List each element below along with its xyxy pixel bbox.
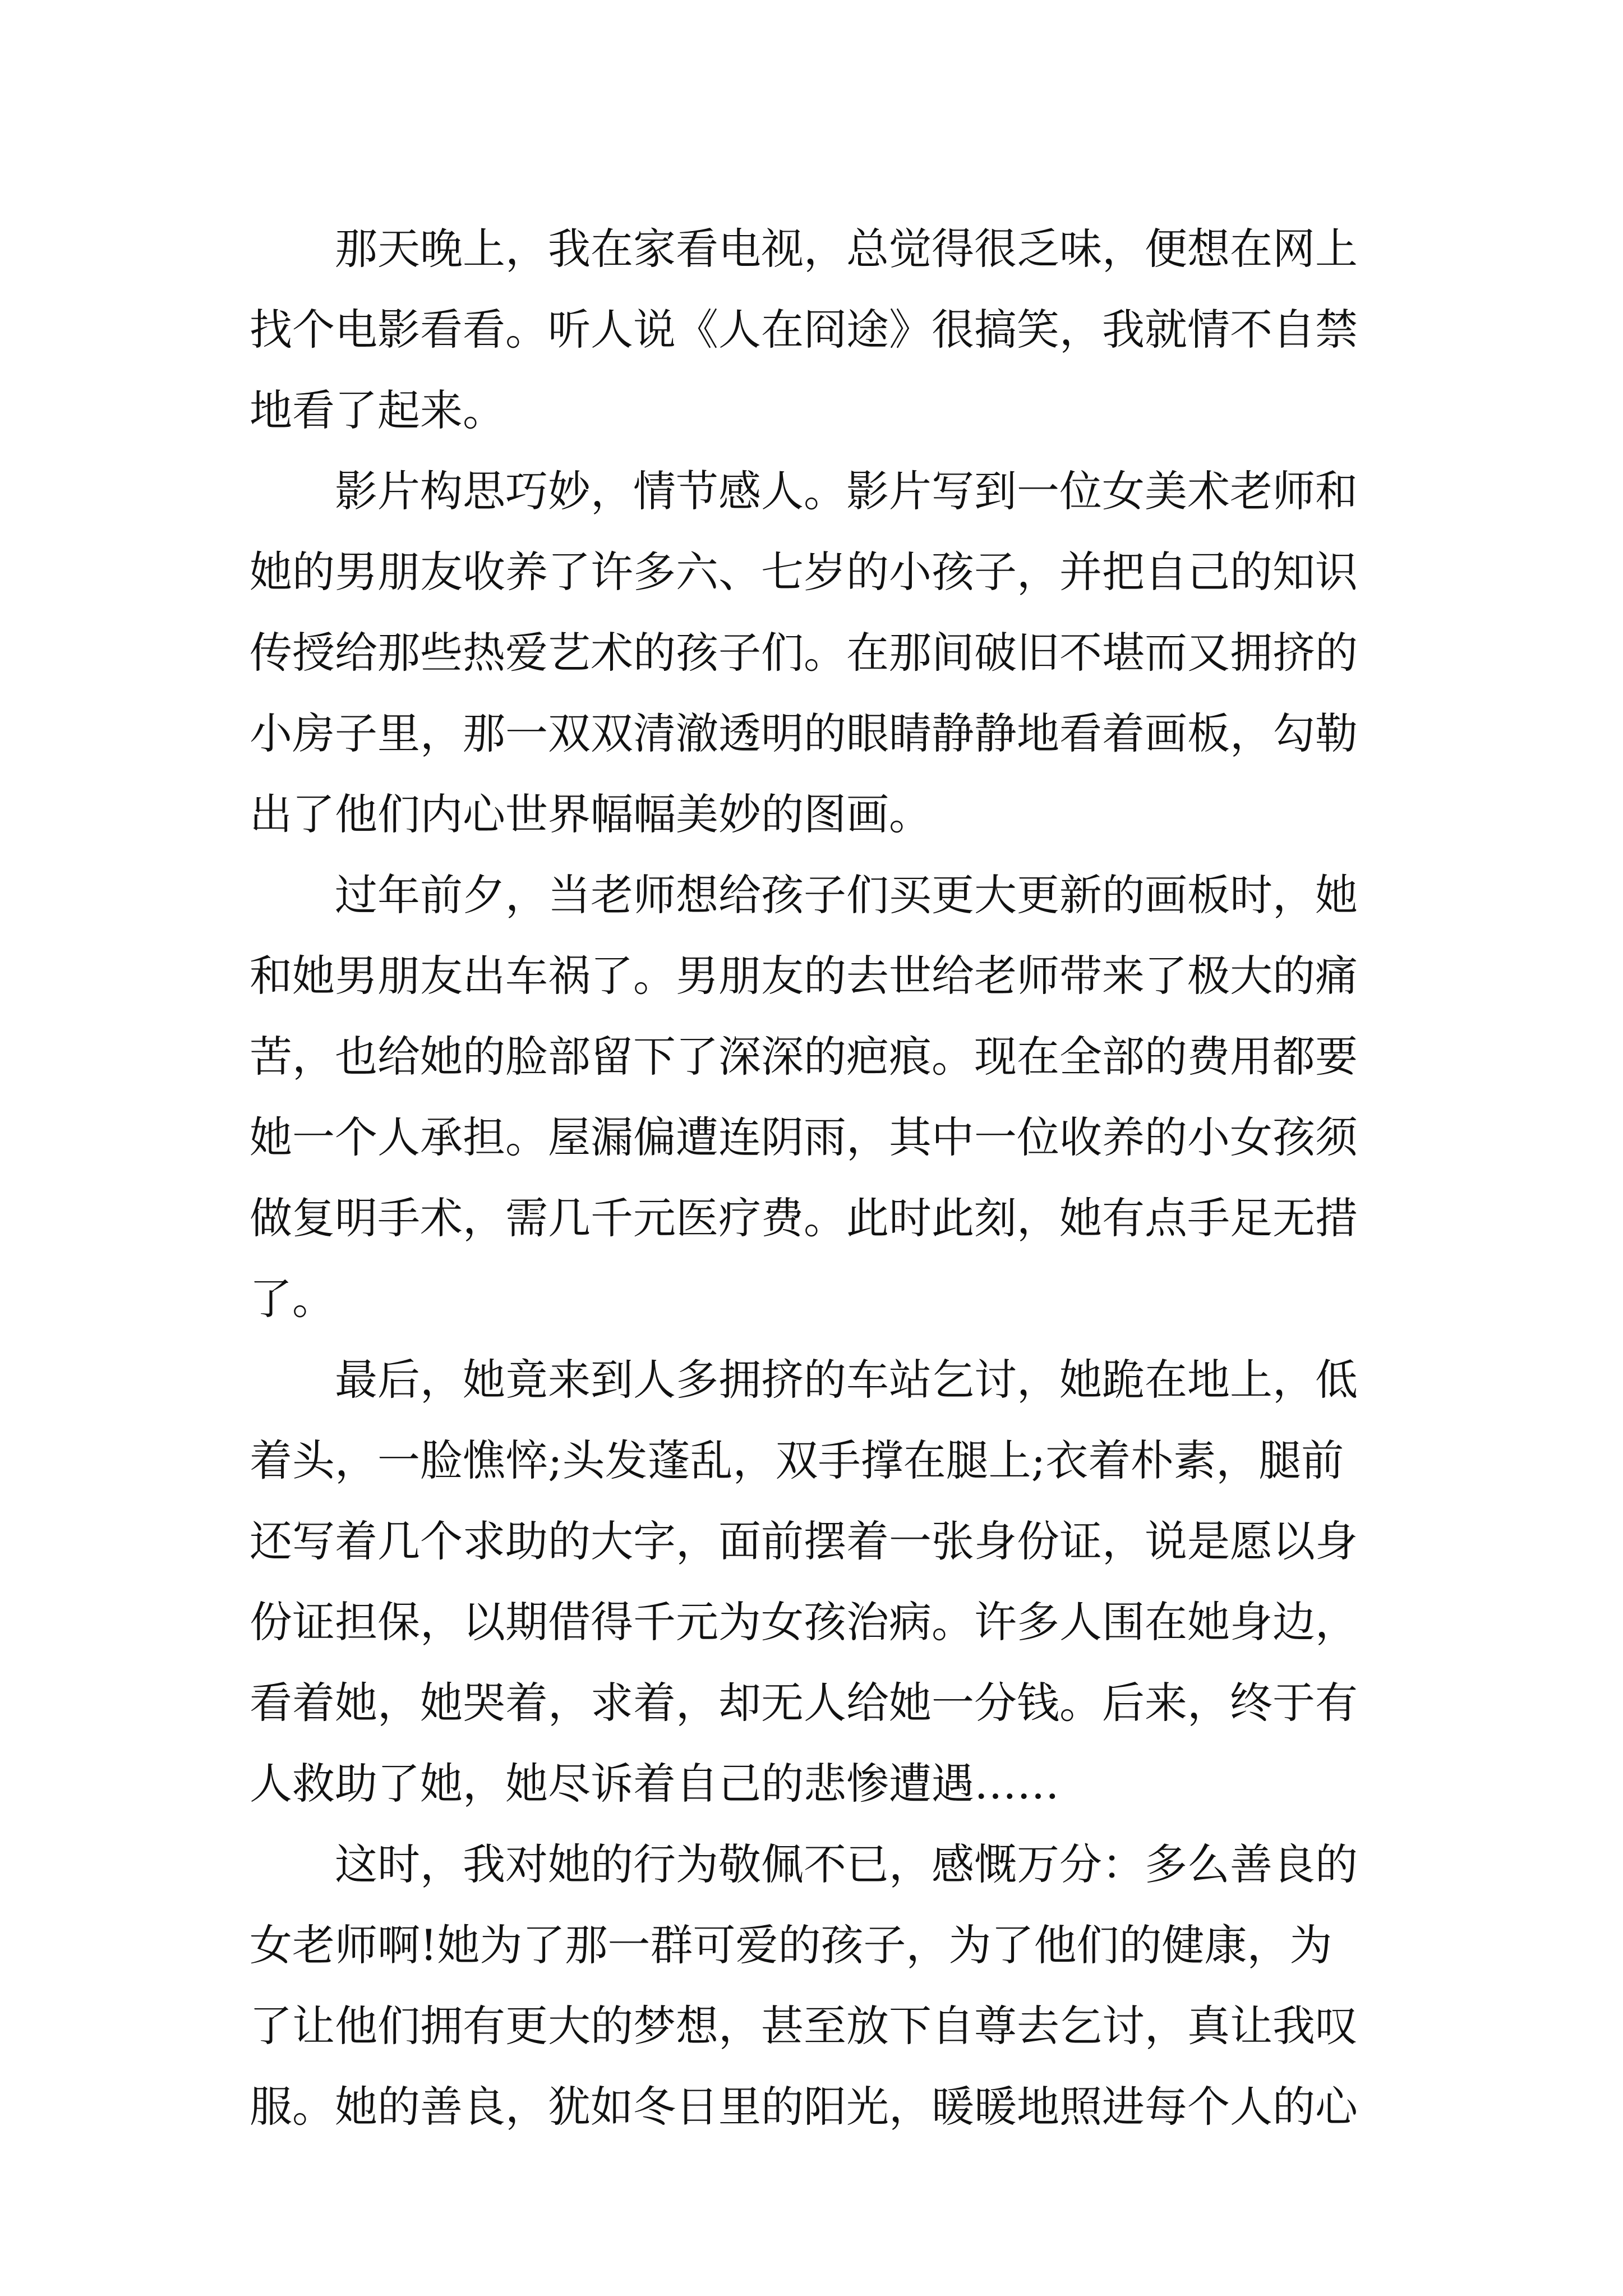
text-line: 看着她，她哭着，求着，却无人给她一分钱。后来，终于有: [250, 1678, 1358, 1728]
text-line: 人救助了她，她尽诉着自己的悲惨遭遇……: [250, 1759, 1059, 1809]
text-line: 着头，一脸憔悴;头发蓬乱，双手撑在腿上;衣着朴素，腿前: [250, 1435, 1344, 1485]
paragraph: [250, 1340, 1394, 1824]
text-line: 了。: [250, 1274, 335, 1324]
text-line: 小房子里，那一双双清澈透明的眼睛静静地看着画板，勾勒: [250, 708, 1358, 758]
text-line: 地看了起来。: [250, 385, 505, 435]
text-line: 女老师啊!她为了那一群可爱的孩子，为了他们的健康，为: [250, 1920, 1332, 1970]
text-line: 还写着几个求助的大字，面前摆着一张身份证，说是愿以身: [250, 1516, 1358, 1566]
text-line: 苦，也给她的脸部留下了深深的疤痕。现在全部的费用都要: [250, 1032, 1358, 1082]
text-line: 做复明手术，需几千元医疗费。此时此刻，她有点手足无措: [250, 1193, 1358, 1243]
text-line: 出了他们内心世界幅幅美妙的图画。: [250, 789, 932, 839]
text-line: 服。她的善良，犹如冬日里的阳光，暖暖地照进每个人的心: [250, 2082, 1358, 2132]
text-line: 她一个人承担。屋漏偏遭连阴雨，其中一位收养的小女孩须: [250, 1112, 1358, 1162]
text-line: 过年前夕，当老师想给孩子们买更大更新的画板时，她: [335, 870, 1358, 920]
text-line: 这时，我对她的行为敬佩不已，感慨万分：多么善良的: [335, 1839, 1358, 1889]
document-page: [250, 209, 1394, 2147]
text-line: 传授给那些热爱艺术的孩子们。在那间破旧不堪而又拥挤的: [250, 628, 1358, 678]
text-line: 她的男朋友收养了许多六、七岁的小孩子，并把自己的知识: [250, 547, 1358, 597]
paragraph: [250, 451, 1394, 855]
text-line: 最后，她竟来到人多拥挤的车站乞讨，她跪在地上，低: [335, 1355, 1358, 1405]
text-line: 找个电影看看。听人说《人在冏途》很搞笑，我就情不自禁: [250, 305, 1358, 355]
text-line: 份证担保，以期借得千元为女孩治病。许多人围在她身边，: [250, 1597, 1358, 1647]
text-line: 了让他们拥有更大的梦想，甚至放下自尊去乞讨，真让我叹: [250, 2001, 1358, 2051]
text-line: 和她男朋友出车祸了。男朋友的去世给老师带来了极大的痛: [250, 951, 1358, 1001]
text-line: 那天晚上，我在家看电视，总觉得很乏味，便想在网上: [335, 224, 1358, 274]
paragraph: [250, 209, 1394, 451]
text-line: 影片构思巧妙，情节感人。影片写到一位女美术老师和: [335, 466, 1358, 516]
paragraph: [250, 855, 1394, 1340]
paragraph: [250, 1824, 1394, 2147]
